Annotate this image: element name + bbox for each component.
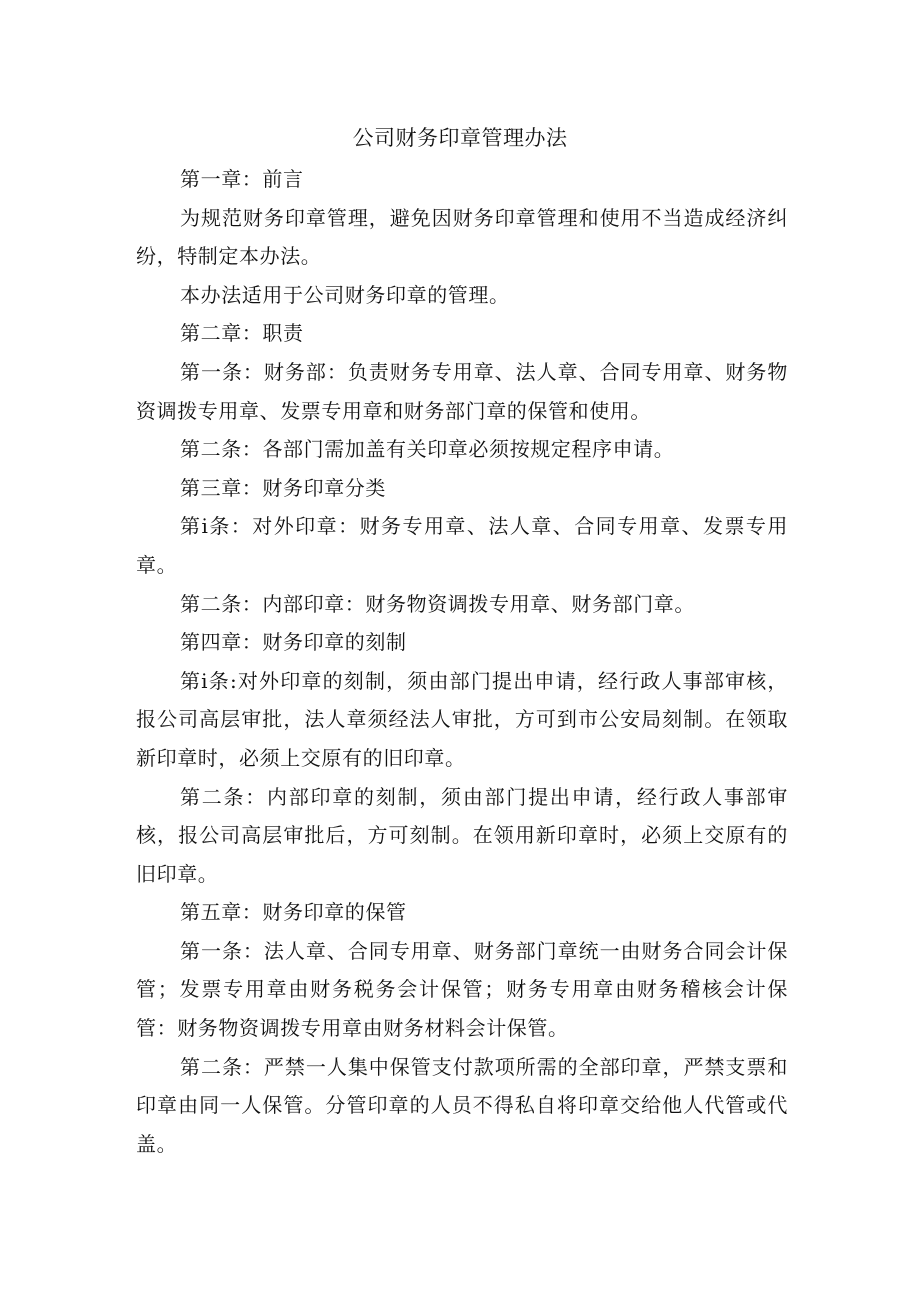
paragraph: 为规范财务印章管理，避免因财务印章管理和使用不当造成经济纠纷，特制定本办法。 [136,205,788,269]
article-paragraph: 第一条：法人章、合同专用章、财务部门章统一由财务合同会计保管；发票专用章由财务税务会计保管；财务专用章由财务稽核会计保管：财务物资调拨专用章由财务材料会计保管。 [136,938,788,1041]
article-paragraph: 第二条：内部印章：财务物资调拨专用章、财务部门章。 [180,591,695,616]
article-paragraph: 第二条：严禁一人集中保管支付款项所需的全部印章，严禁支票和印章由同一人保管。分管印章的人员不得私自将印章交给他人代管或代盖。 [136,1054,788,1156]
article-paragraph: 第i条:对外印章的刻制，须由部门提出申请，经行政人事部审核，报公司高层审批，法人章须经法人审批，方可到市公安局刻制。在领取新印章时，必须上交原有的旧印章。 [136,668,788,770]
chapter-heading: 第三章：财务印章分类 [180,475,386,500]
document-body [136,160,788,1163]
chapter-heading: 第二章：职责 [180,321,304,346]
article-paragraph: 第一条：财务部：负责财务专用章、法人章、合同专用章、财务物资调拨专用章、发票专用章和财务部门章的保管和使用。 [136,359,788,423]
chapter-heading: 第四章：财务印章的刻制 [180,630,407,655]
document-title: 公司财务印章管理办法 [352,126,568,150]
chapter-heading: 第五章：财务印章的保管 [180,900,407,925]
article-paragraph: 第i条：对外印章：财务专用章、法人章、合同专用章、发票专用章。 [136,514,788,577]
paragraph: 本办法适用于公司财务印章的管理。 [180,282,510,307]
article-paragraph: 第二条：内部印章的刻制，须由部门提出申请，经行政人事部审核，报公司高层审批后，方可刻制。在领用新印章时，必须上交原有的旧印章。 [136,784,788,886]
article-paragraph: 第二条：各部门需加盖有关印章必须按规定程序申请。 [180,437,675,462]
chapter-heading: 第一章：前言 [180,167,304,191]
